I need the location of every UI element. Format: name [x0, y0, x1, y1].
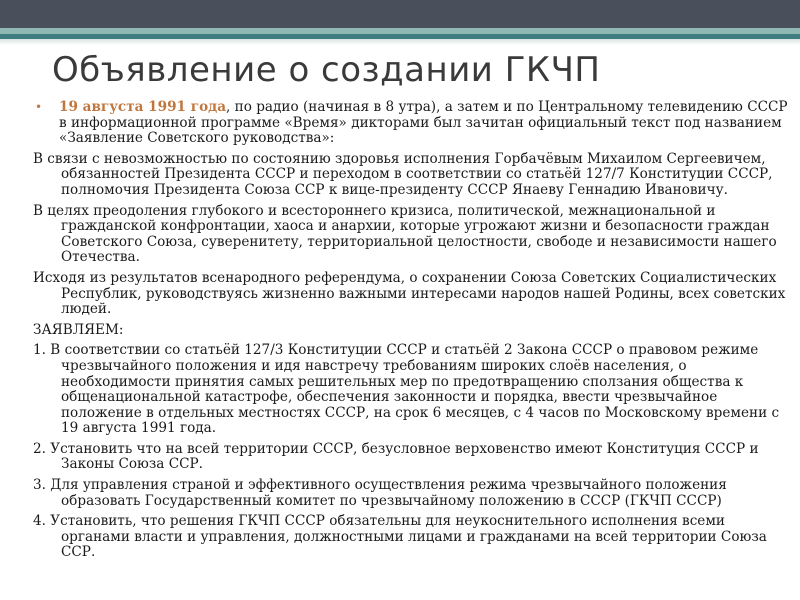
paragraph-point-2: 2. Установить что на всей территории СССР, безусловное верховенство имеют Конституция СССР и Законы Союза ССР. [33, 440, 759, 473]
paragraph-crisis: В целях преодоления глубокого и всестороннего кризиса, политической, межнациональной и гражданской конфронтации, хаоса и анархии, которые угрожают жизни и безопасности граждан Советского Союза, суверенитету, территориальной целостности, свободе и независимости нашего Отечества. [33, 202, 777, 266]
paragraph-point-4: 4. Установить, что решения ГКЧП СССР обязательны для неукоснительного исполнения всеми органами власти и управления, должностными лицами и гражданами на всей территории Союза ССР. [33, 513, 767, 561]
intro-bullet [33, 100, 788, 147]
slide-content [33, 100, 788, 566]
paragraph-reason-health: В связи с невозможностью по состоянию здоровья исполнения Горбачёвым Михаилом Сергеевичем, обязанностей Президента СССР и переходом в соответствии со статьёй 127/7 Конституции СССР, полномочия Президента Союза ССР к вице-президенту СССР Янаеву Геннадию Ивановичу. [33, 150, 773, 198]
intro-text: , по радио (начиная в 8 утра), а затем и по Центральному телевидению СССР в информационной программе «Время» дикторами был зачитан официальный текст под названием «Заявление Советского руководства»: [59, 99, 788, 147]
header-band-shadow [0, 39, 800, 45]
slide-title: Объявление о создании ГКЧП [52, 50, 601, 90]
intro-date-highlight: 19 августа 1991 года [59, 99, 227, 115]
paragraph-point-1: 1. В соответствии со статьёй 127/3 Конституции СССР и статьёй 2 Закона СССР о правовом режиме чрезвычайного положения и идя навстречу требованиям широких слоёв населения, о необходимости принятия самых решительных мер по предотвращению сползания общества к общенациональной катастрофе, обеспечения законности и порядка, ввести чрезвычайное положение в отдельных местностях СССР, на срок 6 месяцев, с 4 часов по Московскому времени с 19 августа 1991 года. [33, 342, 780, 437]
paragraph-declare: ЗАЯВЛЯЕМ: [33, 321, 124, 338]
bullet-dot-icon: • [35, 100, 43, 114]
header-band-dark [0, 0, 800, 28]
paragraph-referendum: Исходя из результатов всенародного референдума, о сохранении Союза Советских Социалистических Республик, руководствуясь жизненно важными интересами народов нашей Родины, всех советских людей. [33, 269, 786, 318]
paragraph-point-3: 3. Для управления страной и эффективного осуществления режима чрезвычайного положения образовать Государственный комитет по чрезвычайному положению в СССР (ГКЧП СССР) [33, 477, 727, 509]
